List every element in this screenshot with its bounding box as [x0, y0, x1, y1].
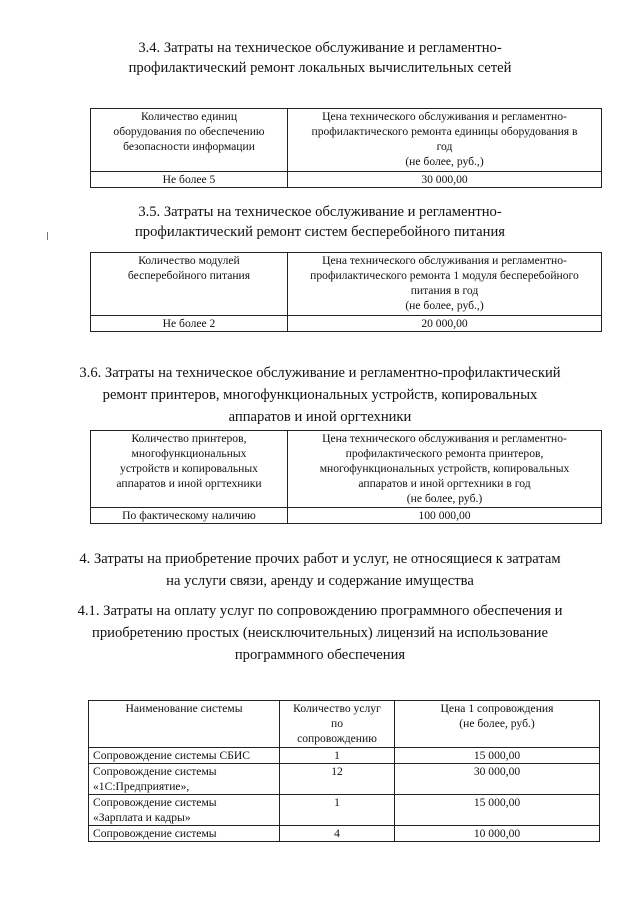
header-cell-price — [288, 109, 602, 172]
table-row — [91, 316, 602, 332]
cell-system-name — [89, 795, 280, 826]
cell-price: 30 000,00 — [288, 172, 602, 188]
cell-system-name — [89, 826, 280, 842]
section-4-1-heading — [0, 600, 640, 666]
table-row — [89, 795, 600, 826]
cell-line: профилактического ремонта единицы оборудования в — [311, 125, 578, 138]
cell-line: по — [330, 717, 343, 730]
cell-quantity: По фактическому наличию — [91, 508, 288, 524]
header-cell-price — [395, 701, 600, 748]
cell-quantity: Не более 5 — [91, 172, 288, 188]
heading-line: 3.6. Затраты на техническое обслуживание и регламентно-профилактический — [79, 365, 561, 381]
cell-line: оборудования по обеспечению — [113, 125, 265, 138]
cell-price: 10 000,00 — [395, 826, 600, 842]
cell-price: 20 000,00 — [288, 316, 602, 332]
cell-line: питания в год — [410, 284, 479, 297]
section-3-5-heading — [0, 202, 640, 242]
cell-quantity: 12 — [280, 764, 395, 795]
section-3-4-heading — [0, 38, 640, 78]
cell-line: аппаратов и иной оргтехники в год — [358, 477, 531, 490]
cell-line: «1С:Предприятие», — [93, 780, 190, 793]
header-cell-quantity — [280, 701, 395, 748]
cell-line: Цена 1 сопровождения — [440, 702, 554, 715]
table-row — [91, 508, 602, 524]
cell-line: Цена технического обслуживания и регламентно- — [322, 110, 567, 123]
table-row — [91, 172, 602, 188]
heading-line: 3.4. Затраты на техническое обслуживание и регламентно- — [138, 40, 502, 56]
section-4-heading — [0, 548, 640, 592]
cell-line: Сопровождение системы — [93, 765, 217, 778]
cell-system-name — [89, 748, 280, 764]
cell-line: сопровождению — [297, 732, 377, 745]
header-cell-quantity — [91, 253, 288, 316]
table-3-4 — [90, 108, 602, 188]
cell-quantity: 4 — [280, 826, 395, 842]
header-cell-system-name — [89, 701, 280, 748]
cell-line: многофункциональных — [131, 447, 247, 460]
table-row — [89, 826, 600, 842]
heading-line: 4. Затраты на приобретение прочих работ и услуг, не относящиеся к затратам — [79, 551, 561, 567]
table-3-6 — [90, 430, 602, 524]
heading-line: 4.1. Затраты на оплату услуг по сопровождению программного обеспечения и — [77, 603, 563, 619]
cell-line: бесперебойного питания — [127, 269, 251, 282]
cell-line: Количество принтеров, — [131, 432, 247, 445]
table-header-row — [91, 109, 602, 172]
header-cell-price — [288, 431, 602, 508]
cell-quantity: Не более 2 — [91, 316, 288, 332]
cell-line: Цена технического обслуживания и регламентно- — [322, 432, 567, 445]
cell-line: (не более, руб.) — [459, 717, 535, 730]
cell-line: безопасности информации — [123, 140, 255, 153]
cell-line: (не более, руб.,) — [405, 299, 484, 312]
cell-line: Количество единиц — [140, 110, 238, 123]
cell-line: Сопровождение системы — [93, 827, 217, 840]
heading-line: программного обеспечения — [234, 647, 406, 663]
table-row — [89, 748, 600, 764]
cell-line: (не более, руб.) — [406, 492, 483, 505]
table-header-row — [91, 431, 602, 508]
table-row — [89, 764, 600, 795]
scan-mark — [47, 232, 48, 240]
header-cell-quantity — [91, 431, 288, 508]
cell-line: год — [436, 140, 453, 153]
heading-line: ремонт принтеров, многофункциональных устройств, копировальных — [102, 387, 538, 403]
cell-system-name — [89, 764, 280, 795]
table-3-5 — [90, 252, 602, 332]
cell-line: устройств и копировальных — [120, 462, 258, 475]
table-header-row — [91, 253, 602, 316]
section-3-6-heading — [0, 362, 640, 428]
table-header-row — [89, 701, 600, 748]
header-cell-price — [288, 253, 602, 316]
header-cell-quantity — [91, 109, 288, 172]
cell-line: Наименование системы — [125, 702, 243, 715]
cell-price: 30 000,00 — [395, 764, 600, 795]
heading-line: аппаратов и иной оргтехники — [228, 409, 412, 425]
heading-line: профилактический ремонт локальных вычислительных сетей — [128, 60, 512, 76]
heading-line: профилактический ремонт систем бесперебойного питания — [135, 224, 505, 240]
heading-line: приобретению простых (неисключительных) лицензий на использование — [92, 625, 548, 641]
cell-line: (не более, руб.,) — [405, 155, 484, 168]
cell-line: «Зарплата и кадры» — [93, 811, 191, 824]
cell-line: аппаратов и иной оргтехники — [116, 477, 262, 490]
cell-quantity: 1 — [280, 748, 395, 764]
table-4-1 — [88, 700, 600, 842]
cell-line: Сопровождение системы — [93, 796, 217, 809]
cell-quantity: 1 — [280, 795, 395, 826]
heading-line: на услуги связи, аренду и содержание имущества — [166, 573, 474, 589]
cell-line: Количество услуг — [293, 702, 381, 715]
cell-line: Количество модулей — [138, 254, 240, 267]
cell-price: 100 000,00 — [288, 508, 602, 524]
heading-line: 3.5. Затраты на техническое обслуживание и регламентно- — [138, 204, 502, 220]
cell-line: профилактического ремонта 1 модуля бесперебойного — [310, 269, 579, 282]
cell-line: Цена технического обслуживания и регламентно- — [322, 254, 567, 267]
cell-line: Сопровождение системы СБИС — [93, 749, 250, 762]
cell-line: многофункциональных устройств, копировальных — [319, 462, 570, 475]
cell-line: профилактического ремонта принтеров, — [345, 447, 544, 460]
cell-price: 15 000,00 — [395, 795, 600, 826]
cell-price: 15 000,00 — [395, 748, 600, 764]
